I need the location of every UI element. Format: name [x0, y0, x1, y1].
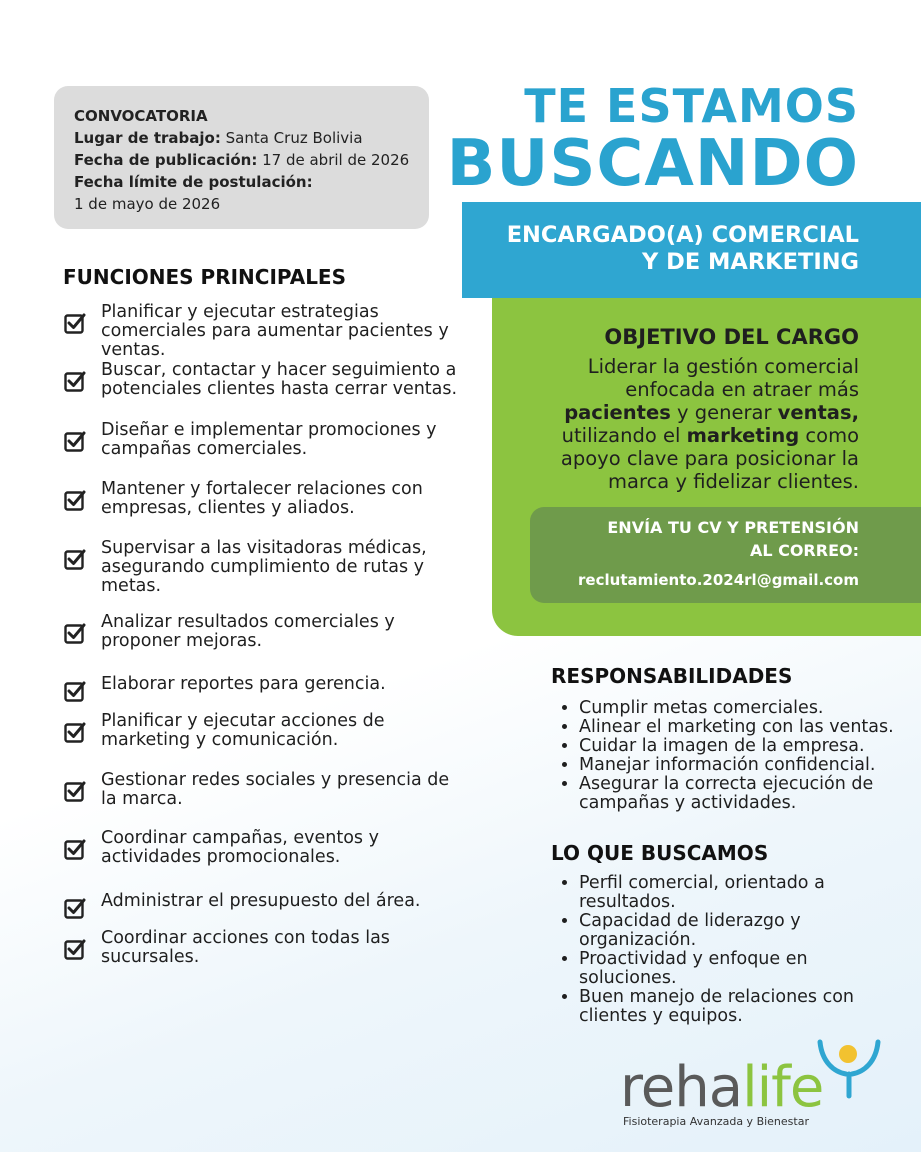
info-box: [54, 86, 429, 229]
buscamos-title: LO QUE BUSCAMOS: [551, 841, 769, 865]
lugar-label: Lugar de trabajo:: [74, 129, 221, 147]
fecha-limite-value: 1 de mayo de 2026: [74, 195, 221, 213]
list-item: • Buen manejo de relaciones con clientes y equipos.: [579, 988, 869, 1026]
responsabilidades-list: [557, 699, 919, 813]
funcion-text: Analizar resultados comerciales y proponer mejoras.: [101, 612, 395, 651]
objetivo-bold-pacientes: pacientes: [564, 401, 671, 424]
funcion-text: Coordinar campañas, eventos y actividades promocionales.: [101, 828, 379, 867]
funciones-title: FUNCIONES PRINCIPALES: [63, 265, 346, 289]
logo-part-life: life: [742, 1055, 824, 1120]
list-item: • Cuidar la imagen de la empresa.: [579, 737, 919, 756]
objetivo-text-4: como apoyo clave para posicionar la marca y fidelizar clientes.: [560, 424, 859, 493]
fecha-publicacion-row: [74, 149, 409, 171]
funcion-text: Planificar y ejecutar estrategias comerciales para aumentar pacientes y ventas.: [101, 302, 449, 360]
list-item: • Cumplir metas comerciales.: [579, 699, 919, 718]
funcion-text: Elaborar reportes para gerencia.: [101, 674, 386, 694]
checkbox-checked-icon: [64, 897, 86, 919]
role-line-2: Y DE MARKETING: [642, 249, 859, 275]
objetivo-text-3: utilizando el: [561, 424, 687, 447]
checkbox-checked-icon: [64, 489, 86, 511]
objetivo-text-1: Liderar la gestión comercial enfocada en atraer más: [587, 355, 859, 401]
fecha-publicacion-value: 17 de abril de 2026: [262, 151, 410, 169]
funcion-text: Gestionar redes sociales y presencia de la marca.: [101, 770, 450, 809]
checkbox-checked-icon: [64, 622, 86, 644]
list-item: • Asegurar la correcta ejecución de campañas y actividades.: [579, 775, 919, 813]
cv-instruction-line-2: AL CORREO:: [749, 541, 859, 560]
lugar-row: [74, 127, 409, 149]
checkbox-checked-icon: [64, 312, 86, 334]
fecha-limite-label: Fecha límite de postulación:: [74, 173, 313, 191]
list-item: • Alinear el marketing con las ventas.: [579, 718, 919, 737]
list-item: • Proactividad y enfoque en soluciones.: [579, 950, 869, 988]
checkbox-checked-icon: [64, 430, 86, 452]
list-item: • Manejar información confidencial.: [579, 756, 919, 775]
rehalife-logo: [620, 1055, 824, 1120]
funcion-text: Planificar y ejecutar acciones de marketing y comunicación.: [101, 711, 385, 750]
headline-line-2: BUSCANDO: [446, 127, 859, 201]
logo-part-reha: reha: [620, 1055, 743, 1120]
checkbox-checked-icon: [64, 370, 86, 392]
funcion-text: Diseñar e implementar promociones y campañas comerciales.: [101, 420, 437, 459]
logo-tagline: Fisioterapia Avanzada y Bienestar: [623, 1115, 809, 1128]
responsabilidades-title: RESPONSABILIDADES: [551, 664, 793, 688]
buscamos-list: [557, 874, 869, 1026]
objetivo-text-2: y generar: [670, 401, 778, 424]
funcion-text: Coordinar acciones con todas las sucursales.: [101, 928, 390, 967]
logo-figure-icon: [812, 1038, 884, 1102]
objetivo-bold-ventas: ventas,: [777, 401, 859, 424]
list-item: • Capacidad de liderazgo y organización.: [579, 912, 869, 950]
objetivo-bold-marketing: marketing: [686, 424, 800, 447]
checkbox-checked-icon: [64, 938, 86, 960]
cv-instruction-line-1: ENVÍA TU CV Y PRETENSIÓN: [607, 518, 859, 537]
role-line-1: ENCARGADO(A) COMERCIAL: [506, 222, 859, 248]
checkbox-checked-icon: [64, 680, 86, 702]
objetivo-title: OBJETIVO DEL CARGO: [604, 325, 859, 349]
funcion-text: Mantener y fortalecer relaciones con empresas, clientes y aliados.: [101, 479, 423, 518]
headline-line-1: TE ESTAMOS: [524, 79, 859, 133]
checkbox-checked-icon: [64, 780, 86, 802]
checkbox-checked-icon: [64, 721, 86, 743]
fecha-publicacion-label: Fecha de publicación:: [74, 151, 258, 169]
cv-email-link[interactable]: reclutamiento.2024rl@gmail.com: [578, 571, 859, 589]
convocatoria-label: CONVOCATORIA: [74, 107, 208, 125]
list-item: • Perfil comercial, orientado a resultados.: [579, 874, 869, 912]
checkbox-checked-icon: [64, 548, 86, 570]
funcion-text: Administrar el presupuesto del área.: [101, 891, 421, 911]
objetivo-text: [529, 355, 859, 493]
lugar-value: Santa Cruz Bolivia: [225, 129, 363, 147]
role-band: [462, 202, 921, 298]
checkbox-checked-icon: [64, 838, 86, 860]
funcion-text: Buscar, contactar y hacer seguimiento a potenciales clientes hasta cerrar ventas.: [101, 360, 458, 399]
funcion-text: Supervisar a las visitadoras médicas, asegurando cumplimiento de rutas y metas.: [101, 538, 427, 596]
